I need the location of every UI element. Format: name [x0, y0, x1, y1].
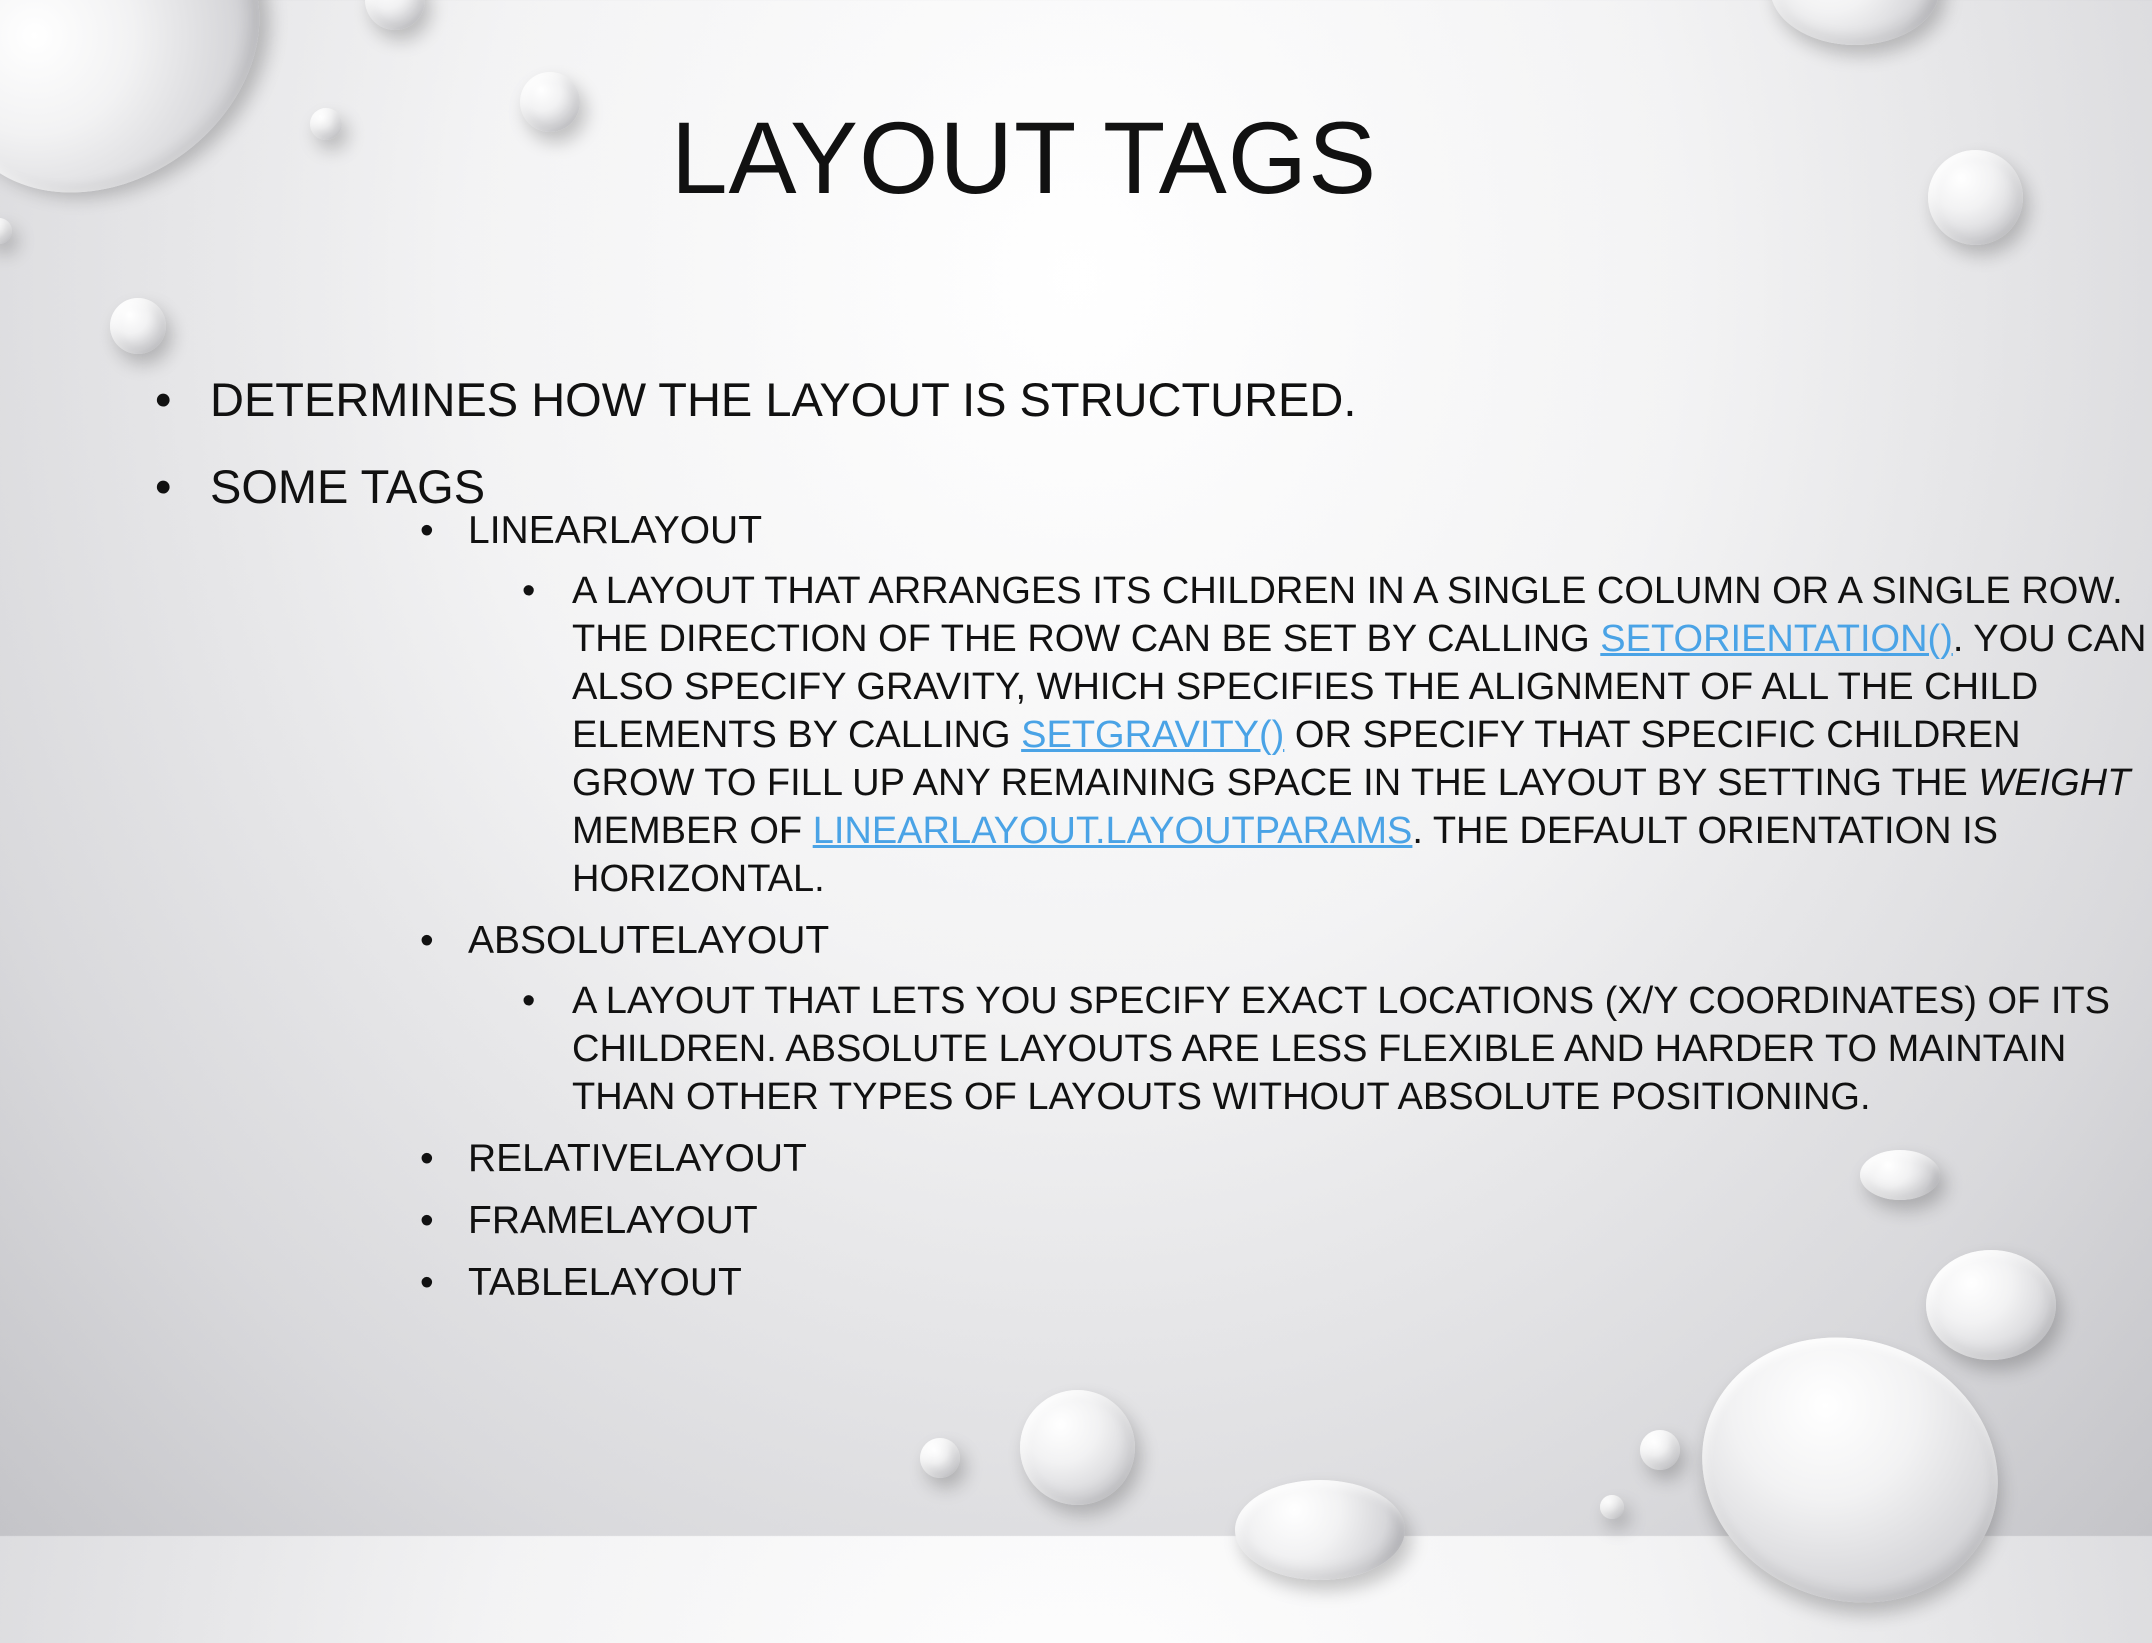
- bullet-item: [155, 370, 1955, 430]
- water-drop-decoration: [1640, 1430, 1680, 1470]
- tag-description: [210, 977, 2152, 1121]
- water-drop-decoration: [365, 0, 425, 30]
- bullet-list: [155, 370, 2147, 1307]
- tag-item-tablelayout: [210, 1259, 1955, 1307]
- weight-emphasis: WEIGHT: [1978, 762, 2131, 804]
- bullet-glyph: •: [155, 460, 172, 513]
- water-drop-decoration: [1020, 1390, 1135, 1505]
- tag-list: [210, 507, 2147, 1307]
- bullet-glyph: •: [522, 980, 536, 1022]
- bullet-glyph: •: [420, 509, 434, 552]
- tag-description-list: [468, 567, 2147, 903]
- water-drop-decoration: [0, 218, 12, 244]
- bullet-item: [155, 457, 2147, 1307]
- tag-description: [210, 567, 2152, 903]
- bullet-glyph: •: [522, 570, 536, 612]
- water-drop-decoration: [110, 298, 166, 354]
- description-text: OR SPECIFY THAT SPECIFIC CHILDREN GROW TO FILL UP ANY REMAINING SPACE IN THE LAYOUT BY SETTING THE: [572, 714, 2021, 804]
- bullet-glyph: •: [420, 1261, 434, 1304]
- slide-body: [155, 370, 2147, 1334]
- bullet-glyph: •: [155, 373, 172, 426]
- tag-name: FRAMELAYOUT: [468, 1199, 758, 1242]
- layoutparams-link[interactable]: LINEARLAYOUT.LAYOUTPARAMS: [812, 810, 1413, 852]
- water-drop-decoration: [1770, 0, 1940, 45]
- description-text: MEMBER OF: [572, 810, 813, 852]
- description-text: A LAYOUT THAT LETS YOU SPECIFY EXACT LOCATIONS (X/Y COORDINATES) OF ITS CHILDREN. ABSOLUTE LAYOUTS ARE LESS FLEXIBLE AND HARDER TO MAINTAIN THAN OTHER TYPES OF LAYOUTS WITHOUT ABSOLUTE POSITIONING.: [572, 980, 2110, 1118]
- bullet-glyph: •: [420, 1199, 434, 1242]
- tag-description-list: [468, 977, 2110, 1121]
- bullet-text: DETERMINES HOW THE LAYOUT IS STRUCTURED.: [210, 373, 1357, 426]
- tag-name: RELATIVELAYOUT: [468, 1137, 807, 1180]
- water-drop-decoration: [1600, 1495, 1624, 1519]
- water-drop-decoration: [1235, 1480, 1405, 1580]
- setgravity-link[interactable]: SETGRAVITY(): [1021, 714, 1285, 756]
- bullet-text: SOME TAGS: [210, 460, 486, 513]
- bullet-glyph: •: [420, 1137, 434, 1180]
- tag-item-relativelayout: [210, 1135, 1955, 1183]
- tag-name: ABSOLUTELAYOUT: [468, 919, 830, 962]
- description-text: A LAYOUT THAT ARRANGES ITS CHILDREN IN A SINGLE COLUMN OR A SINGLE ROW. THE DIRECTION OF THE ROW CAN BE SET BY CALLING: [572, 570, 2123, 660]
- tag-item-framelayout: [210, 1197, 1955, 1245]
- description-text: . THE DEFAULT ORIENTATION IS HORIZONTAL.: [572, 810, 1998, 900]
- slide-title: LAYOUT TAGS: [670, 101, 1378, 215]
- tag-name: TABLELAYOUT: [468, 1261, 742, 1304]
- description-text: . YOU CAN ALSO SPECIFY GRAVITY, WHICH SPECIFIES THE ALIGNMENT OF ALL THE CHILD ELEMENTS BY CALLING: [572, 618, 2147, 756]
- bullet-glyph: •: [420, 919, 434, 962]
- tag-name: LINEARLAYOUT: [468, 509, 763, 552]
- setorientation-link[interactable]: SETORIENTATION(): [1600, 618, 1953, 660]
- tag-item-linearlayout: [210, 507, 2147, 903]
- water-drop-decoration: [920, 1438, 960, 1478]
- tag-item-absolutelayout: [210, 917, 2110, 1121]
